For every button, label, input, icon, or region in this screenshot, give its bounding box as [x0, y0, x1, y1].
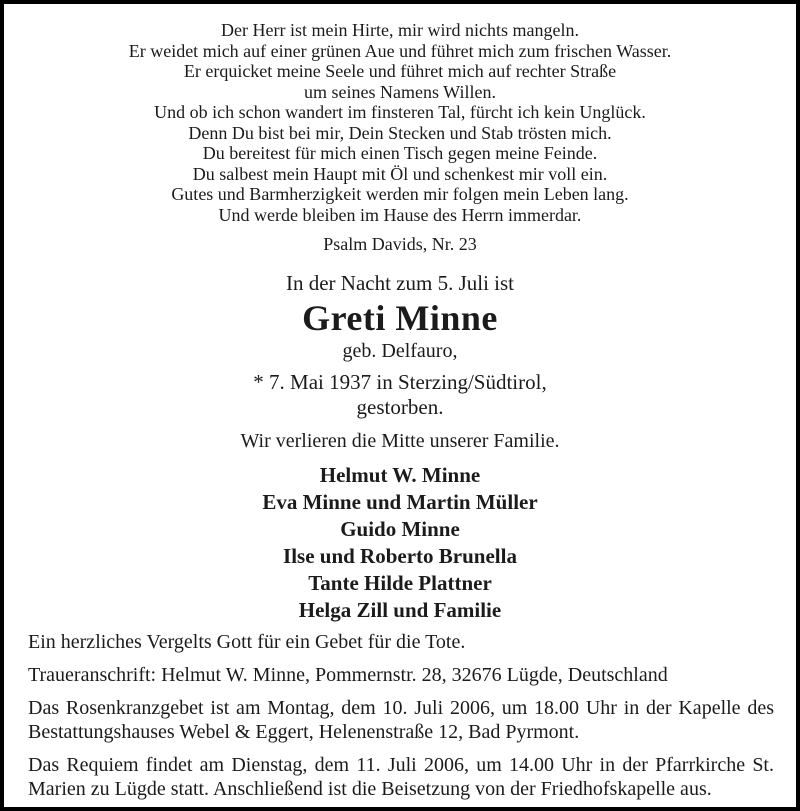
- birth-date-line: * 7. Mai 1937 in Sterzing/Südtirol,: [253, 370, 547, 394]
- thanks-line: Ein herzliches Vergelts Gott für ein Gebet für die Tote.: [28, 631, 466, 653]
- psalm-line: Du bereitest für mich einen Tisch gegen meine Feinde.: [202, 143, 598, 163]
- psalm-block: [4, 20, 796, 225]
- psalm-line: Der Herr ist mein Hirte, mir wird nichts mangeln.: [221, 20, 579, 40]
- deceased-name: Greti Minne: [302, 298, 498, 338]
- mourners-list: [4, 462, 796, 624]
- death-status-line: gestorben.: [356, 395, 444, 419]
- psalm-line: um seines Namens Willen.: [304, 81, 496, 102]
- mourner-name: Guido Minne: [340, 517, 460, 541]
- mourner-name: Tante Hilde Plattner: [308, 571, 492, 595]
- psalm-line: Und ob ich schon wandert im finsteren Tal, fürcht ich kein Unglück.: [154, 102, 646, 122]
- mourner-name: Eva Minne und Martin Müller: [262, 490, 538, 514]
- psalm-line: Er weidet mich auf einer grünen Aue und führet mich zum frischen Wasser.: [128, 40, 672, 61]
- rosary-notice: Das Rosenkranzgebet ist am Montag, dem 10. Juli 2006, um 18.00 Uhr in der Kapelle des Bestattungshauses Webel & Eggert, Helenenstraße 12, Bad Pyrmont.: [28, 697, 774, 743]
- mourner-name: Helga Zill und Familie: [298, 598, 502, 622]
- mourner-name: Helmut W. Minne: [319, 463, 481, 487]
- psalm-attribution: Psalm Davids, Nr. 23: [323, 234, 477, 254]
- psalm-line: Er erquicket meine Seele und führet mich auf rechter Straße: [183, 61, 617, 81]
- psalm-line: Du salbest mein Haupt mit Öl und schenkest mir voll ein.: [192, 163, 608, 184]
- notices-block: [28, 630, 774, 801]
- psalm-line: Denn Du bist bei mir, Dein Stecken und Stab trösten mich.: [188, 122, 612, 143]
- psalm-line: Und werde bleiben im Hause des Herrn immerdar.: [218, 204, 582, 225]
- family-loss-line: Wir verlieren die Mitte unserer Familie.: [240, 430, 560, 452]
- requiem-notice: Das Requiem findet am Dienstag, dem 11. Juli 2006, um 14.00 Uhr in der Pfarrkirche St. Marien zu Lügde statt. Anschließend ist die Beisetzung von der Friedhofskapelle aus.: [28, 754, 774, 800]
- death-intro-line: In der Nacht zum 5. Juli ist: [285, 271, 515, 295]
- mourning-address-line: Traueranschrift: Helmut W. Minne, Pommernstr. 28, 32676 Lügde, Deutschland: [28, 664, 668, 686]
- mourner-name: Ilse und Roberto Brunella: [283, 544, 517, 568]
- maiden-name-line: geb. Delfauro,: [342, 340, 458, 362]
- psalm-line: Gutes und Barmherzigkeit werden mir folgen mein Leben lang.: [171, 184, 629, 204]
